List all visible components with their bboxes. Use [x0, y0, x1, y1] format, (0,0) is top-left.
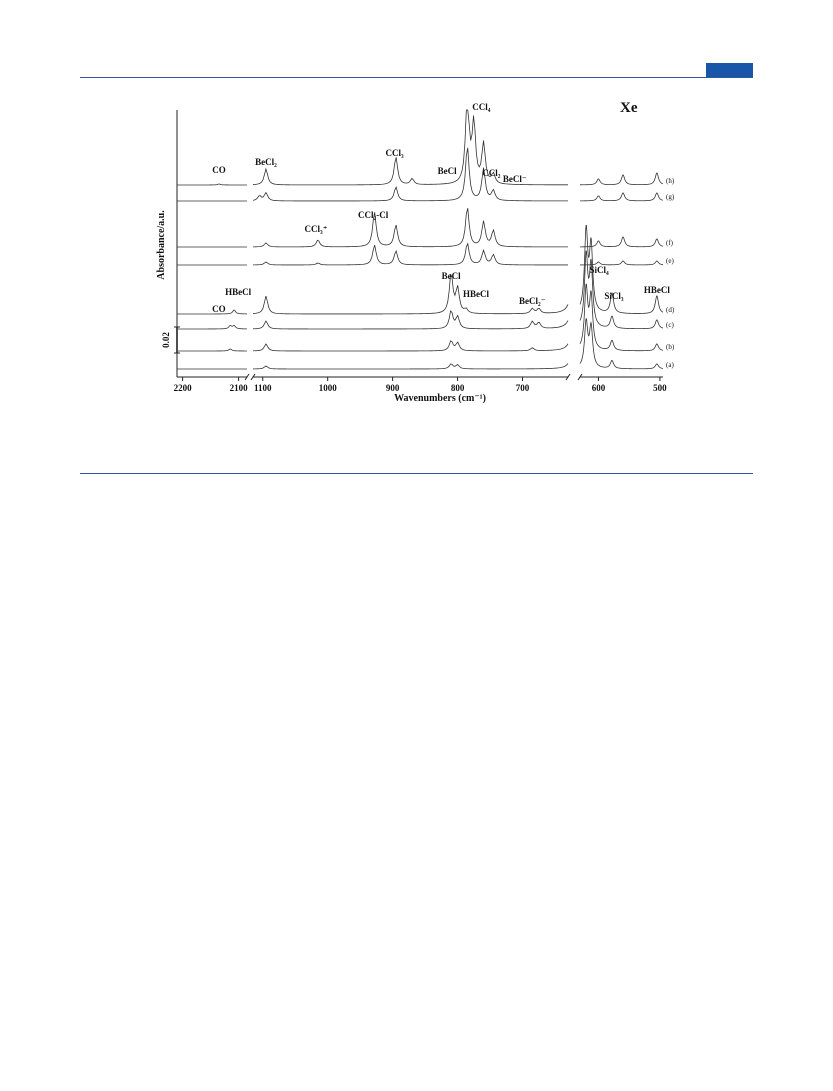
peak-annotation: CCl₂-Cl — [358, 210, 389, 220]
x-tick-label: 2100 — [229, 383, 248, 393]
chart-title: Xe — [620, 100, 638, 116]
page-tab-marker — [706, 63, 753, 77]
x-tick-label: 800 — [450, 383, 465, 393]
header-rule — [80, 77, 753, 78]
y-axis-label: Absorbance/a.u. — [156, 210, 167, 280]
spectrum-line — [580, 173, 663, 185]
x-tick-label: 600 — [591, 383, 606, 393]
trace-label: (e) — [666, 257, 674, 265]
peak-annotation: SiCl₄ — [589, 265, 609, 275]
spectra-traces — [177, 110, 675, 369]
peak-annotation: CCl₃ — [385, 148, 404, 158]
peak-annotation: BeCl⁻ — [502, 174, 527, 184]
peak-annotation: CCl₂ — [482, 168, 501, 178]
footer-rule — [80, 473, 753, 474]
trace-label: (a) — [666, 361, 674, 369]
ir-spectra-figure — [150, 90, 680, 420]
peak-annotation: CCl₄ — [472, 102, 491, 112]
spectrum-line — [253, 274, 568, 314]
peak-annotation: BeCl₂⁻ — [519, 296, 546, 306]
trace-label: (g) — [666, 193, 675, 201]
x-tick-label: 1000 — [318, 383, 337, 393]
spectrum-line — [580, 237, 663, 247]
peak-annotation: BeCl — [437, 166, 457, 176]
peak-annotation: CCl₃⁺ — [304, 224, 328, 234]
peak-annotation: BeCl₂ — [255, 157, 277, 167]
spectrum-line — [177, 325, 247, 329]
peak-annotation: HBeCl — [225, 287, 252, 297]
peak-annotation: SiCl₃ — [604, 291, 624, 301]
trace-label: (d) — [666, 306, 675, 314]
scale-bar-label: 0.02 — [161, 332, 171, 348]
peak-annotation: BeCl — [441, 271, 461, 281]
spectrum-line — [580, 319, 663, 369]
trace-label: (b) — [666, 343, 675, 351]
peak-annotation: HBeCl — [463, 289, 490, 299]
spectrum-line — [253, 341, 568, 351]
x-tick-label: 700 — [515, 383, 530, 393]
x-axis-ticks — [174, 377, 668, 393]
x-tick-label: 1100 — [253, 383, 272, 393]
plot-frame — [174, 110, 663, 380]
spectrum-line — [177, 349, 247, 351]
x-tick-label: 900 — [385, 383, 400, 393]
spectrum-line — [177, 184, 247, 185]
peak-annotation: CO — [212, 165, 226, 175]
x-tick-label: 2200 — [173, 383, 192, 393]
trace-label: (h) — [666, 177, 675, 185]
spectrum-line — [580, 193, 663, 201]
trace-label: (f) — [666, 239, 673, 247]
spectrum-line — [253, 208, 568, 247]
x-axis-label: Wavenumbers (cm⁻¹) — [394, 393, 486, 404]
spectrum-line — [253, 364, 568, 369]
ir-spectra-chart — [150, 90, 680, 420]
trace-label: (c) — [666, 321, 674, 329]
peak-annotation: HBeCl — [643, 285, 670, 295]
peak-annotations — [212, 102, 670, 314]
x-tick-label: 500 — [653, 383, 667, 393]
peak-annotation: CO — [212, 304, 226, 314]
